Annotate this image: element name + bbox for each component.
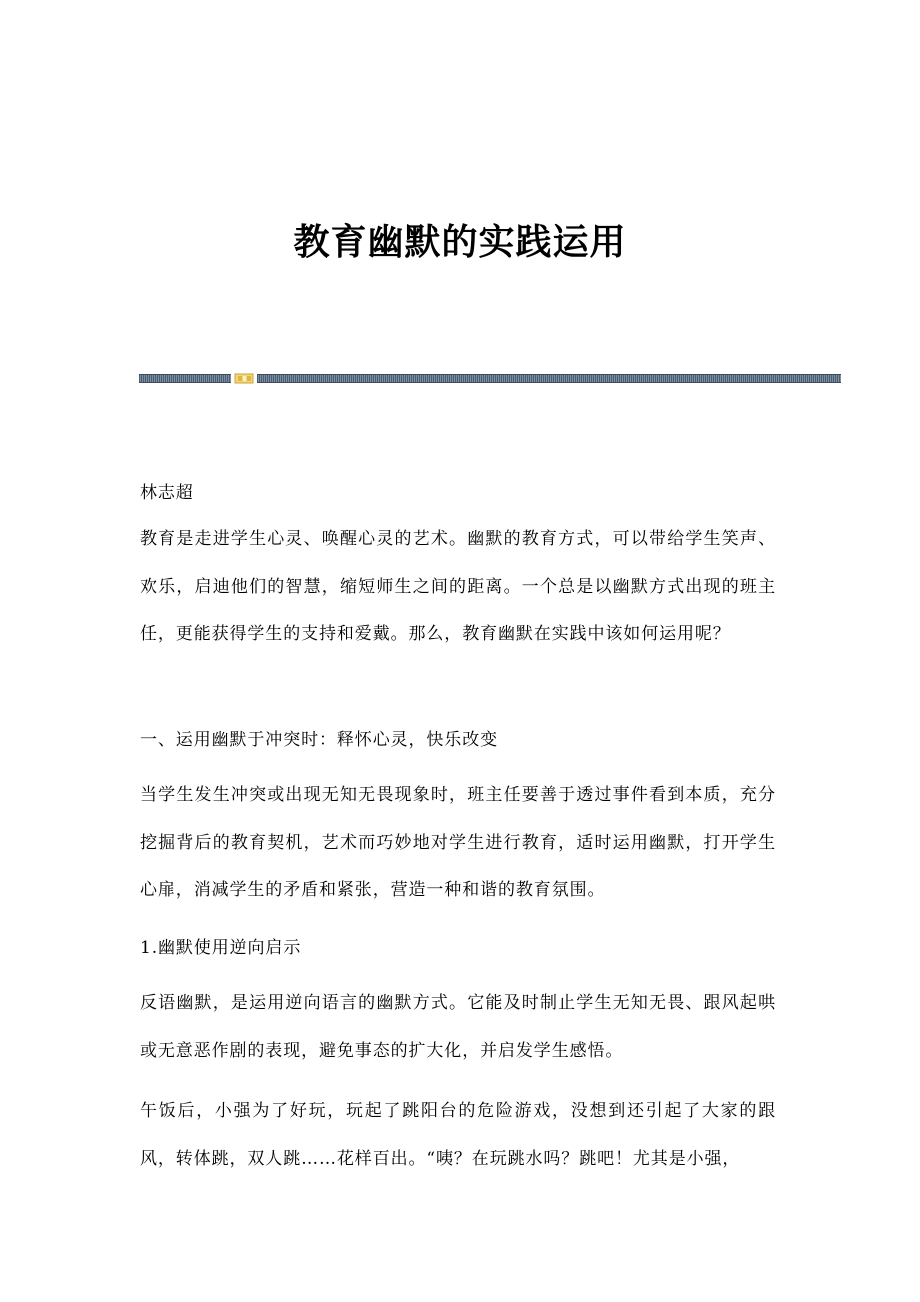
section-1-paragraph: 当学生发生冲突或出现无知无畏现象时，班主任要善于透过事件看到本质，充分挖掘背后的教育契机，艺术而巧妙地对学生进行教育，适时运用幽默，打开学生心扉，消减学生的矛盾和紧张，营造一种和谐的教育氛围。 (140, 785, 776, 900)
section-heading-1: 一、运用幽默于冲突时：释怀心灵，快乐改变 (140, 730, 498, 750)
author-name: 林志超 (140, 483, 194, 503)
title-rule-right (257, 374, 841, 383)
intro-paragraph: 教育是走进学生心灵、唤醒心灵的艺术。幽默的教育方式，可以带给学生笑声、欢乐，启迪他们的智慧，缩短师生之间的距离。一个总是以幽默方式出现的班主任，更能获得学生的支持和爱戴。那么，教育幽默在实践中该如何运用呢？ (140, 529, 776, 644)
title-rule-left (139, 374, 231, 383)
ornament-icon (234, 372, 254, 385)
subsection-heading-1: 1.幽默使用逆向启示 (140, 938, 302, 958)
document-title: 教育幽默的实践运用 (293, 221, 627, 263)
subsection-1-paragraph: 反语幽默，是运用逆向语言的幽默方式。它能及时制止学生无知无畏、跟风起哄或无意恶作剧的表现，避免事态的扩大化，并启发学生感悟。 (140, 993, 776, 1061)
example-paragraph: 午饭后，小强为了好玩，玩起了跳阳台的危险游戏，没想到还引起了大家的跟风，转体跳，双人跳……花样百出。“咦？在玩跳水吗？跳吧！尤其是小强， (140, 1101, 776, 1169)
